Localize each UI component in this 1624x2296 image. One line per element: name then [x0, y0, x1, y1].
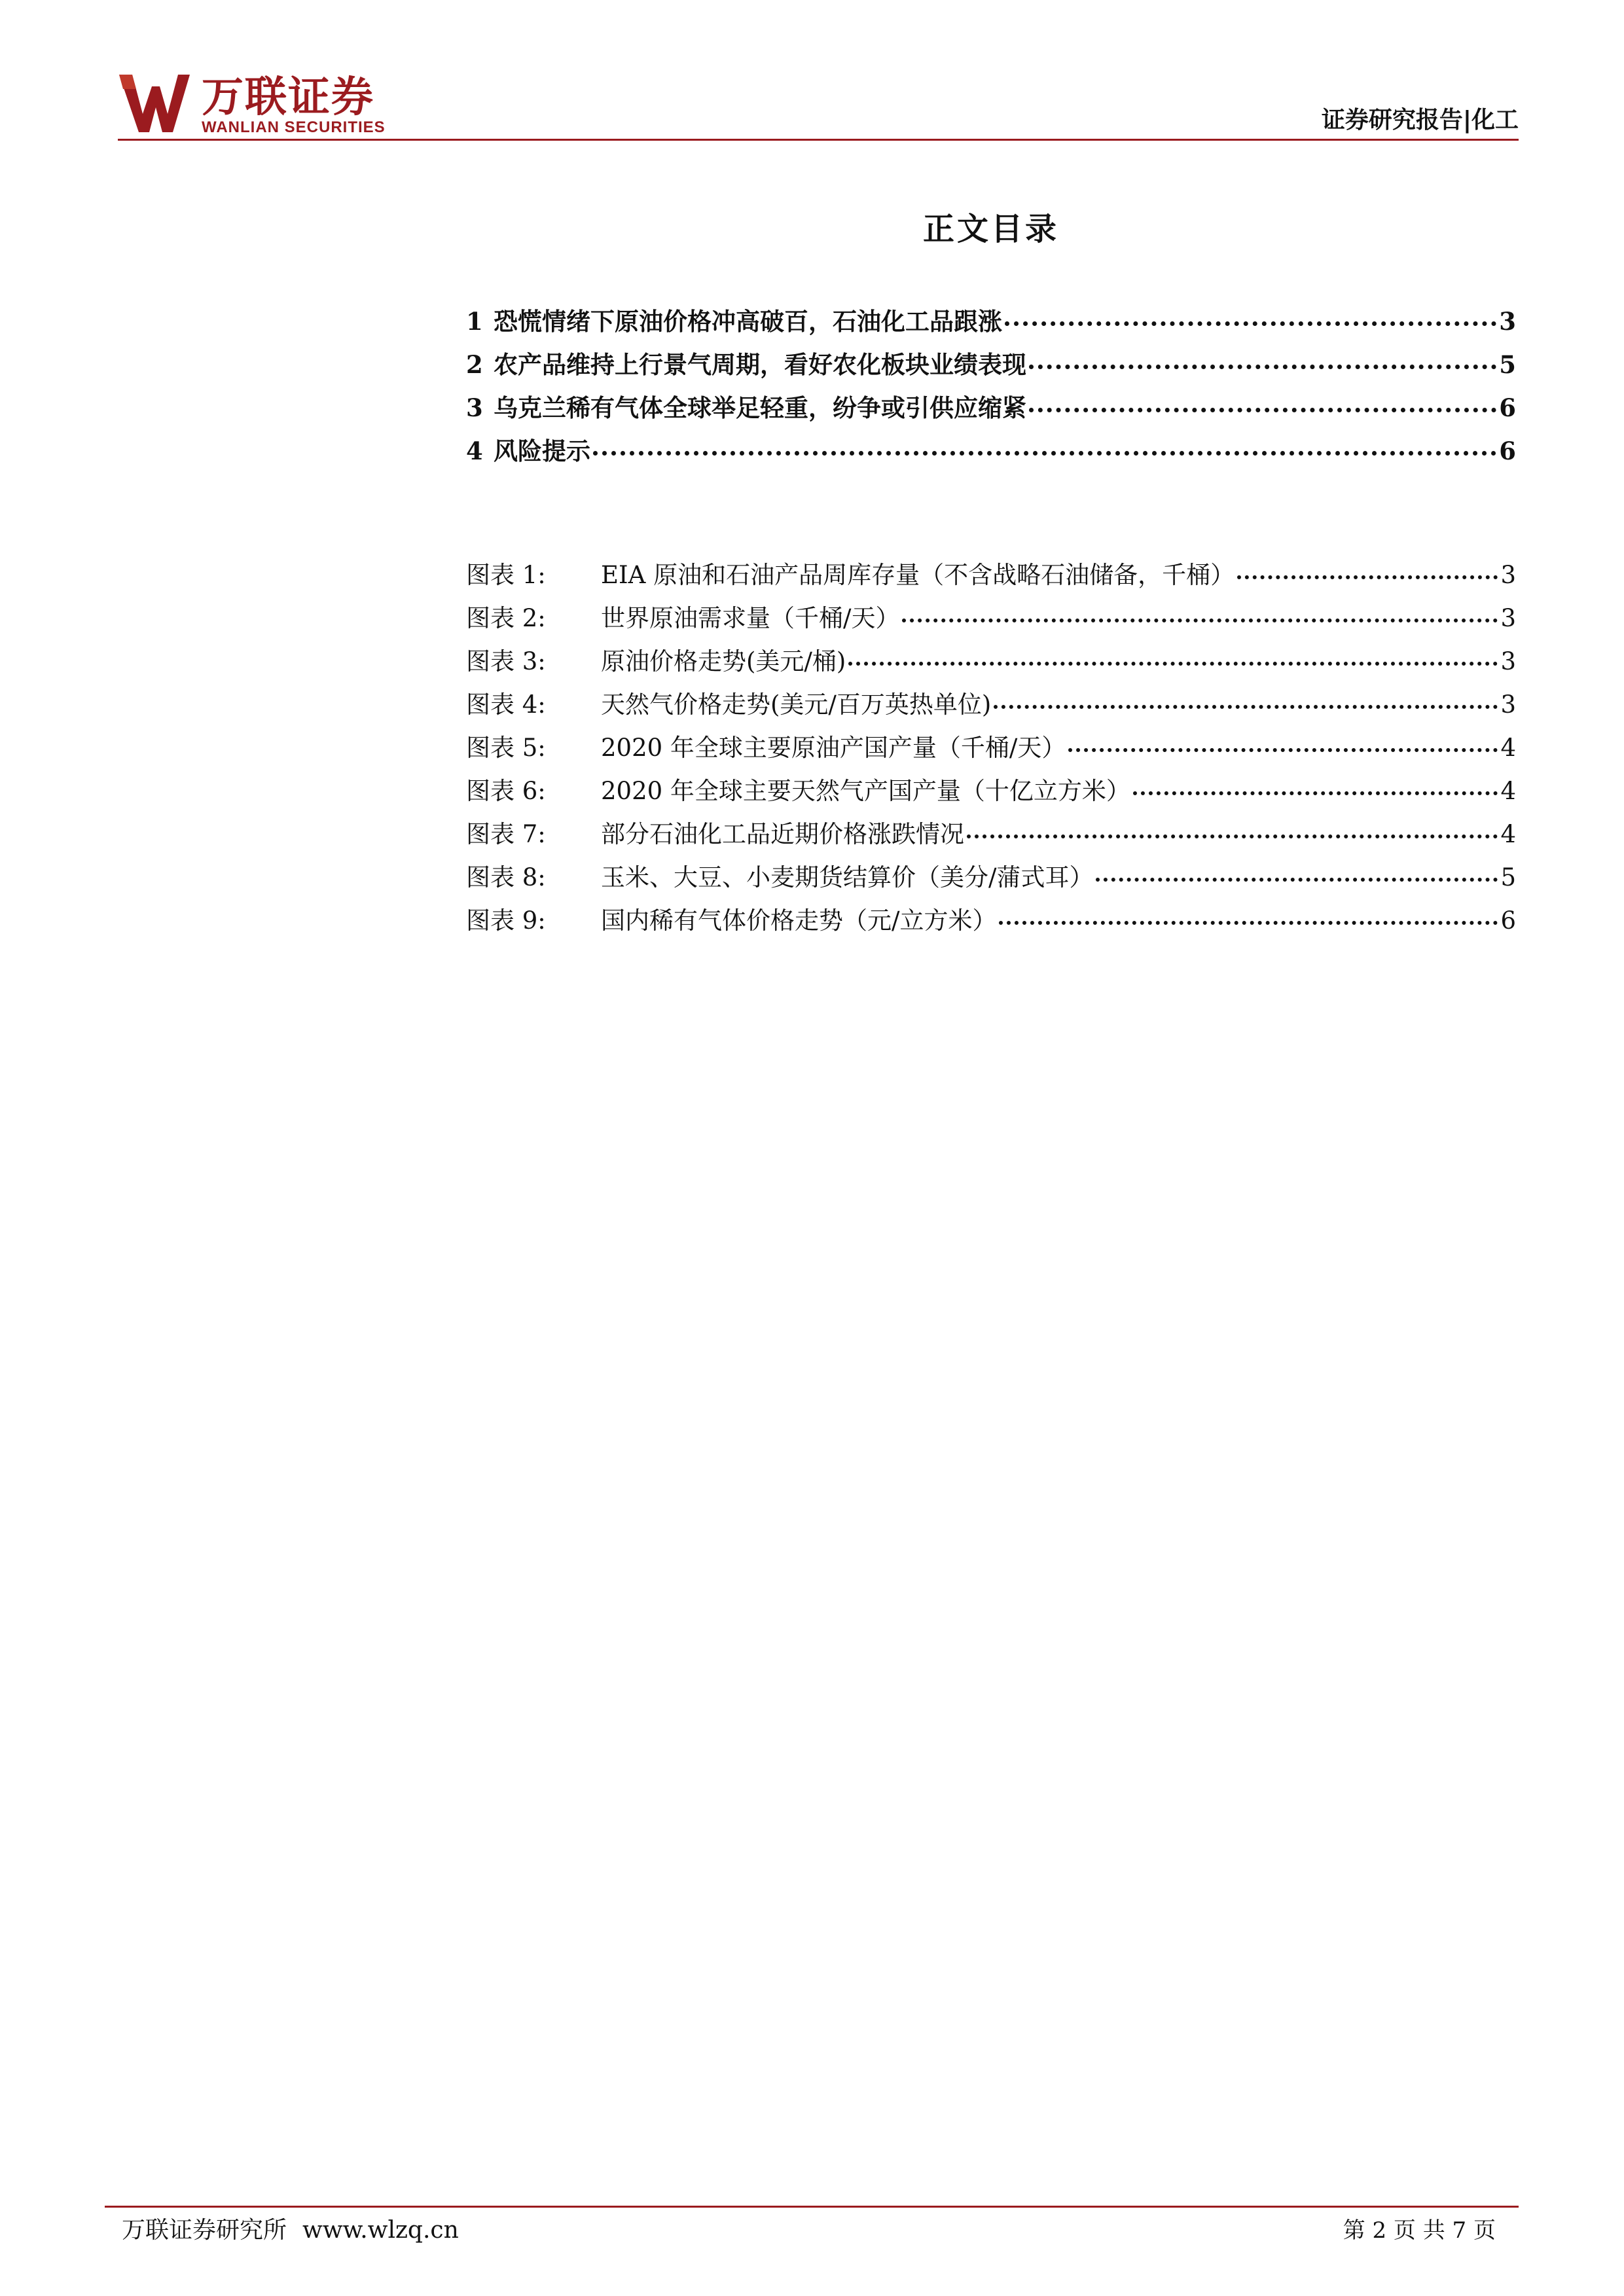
figure-list-entry[interactable] [466, 813, 1516, 856]
figure-page: 3 [1500, 647, 1516, 675]
dot-leader [848, 662, 1498, 666]
dot-leader [593, 451, 1496, 456]
figure-label: 图表 7: [466, 820, 546, 848]
figure-page: 6 [1500, 906, 1516, 935]
footer-divider [105, 2206, 1519, 2208]
figure-label: 图表 5: [466, 734, 546, 762]
toc-title: 正文目录 [922, 211, 1059, 247]
dot-leader [902, 619, 1498, 622]
section-toc [466, 300, 1516, 473]
figure-page: 3 [1500, 561, 1516, 589]
figure-page: 5 [1500, 863, 1516, 891]
dot-leader [1005, 321, 1496, 326]
figure-list [466, 554, 1516, 942]
report-type-label: 证券研究报告|化工 [1321, 107, 1519, 134]
figure-page: 3 [1500, 691, 1516, 719]
figure-page: 4 [1500, 777, 1516, 805]
figure-caption: 部分石油化工品近期价格涨跌情况 [601, 820, 964, 848]
website-link[interactable]: www.wlzq.cn [302, 2217, 459, 2244]
figure-label: 图表 3: [466, 647, 546, 675]
figure-caption: 天然气价格走势(美元/百万英热单位) [601, 691, 992, 719]
figure-list-entry[interactable] [466, 597, 1516, 640]
dot-leader [967, 834, 1498, 838]
dot-leader [1029, 365, 1496, 369]
logo-english-name: WANLIAN SECURITIES [202, 118, 386, 136]
dot-leader [999, 921, 1498, 925]
toc-entry[interactable] [466, 386, 1516, 429]
figure-list-entry[interactable] [466, 726, 1516, 770]
figure-list-entry[interactable] [466, 554, 1516, 597]
header-divider [118, 139, 1519, 141]
figure-label: 图表 6: [466, 777, 546, 805]
figure-list-entry[interactable] [466, 770, 1516, 813]
toc-entry-page: 6 [1499, 437, 1516, 465]
toc-entry[interactable] [466, 429, 1516, 473]
dot-leader [1029, 408, 1496, 412]
toc-entry-number: 3 [466, 393, 483, 422]
figure-list-entry[interactable] [466, 683, 1516, 726]
toc-entry-title: 乌克兰稀有气体全球举足轻重，纷争或引供应缩紧 [494, 393, 1026, 422]
toc-entry[interactable] [466, 300, 1516, 343]
figure-label: 图表 2: [466, 604, 546, 632]
figure-label: 图表 8: [466, 863, 546, 891]
footer-institute [122, 2212, 459, 2249]
figure-page: 4 [1500, 820, 1516, 848]
figure-caption: 国内稀有气体价格走势（元/立方米） [601, 906, 997, 935]
dot-leader [1237, 575, 1498, 579]
wanlian-logo [118, 72, 386, 136]
page-number: 第 2 页 共 7 页 [1343, 2217, 1496, 2244]
page-header [118, 72, 1519, 144]
figure-caption: 2020 年全球主要天然气产国产量（十亿立方米） [601, 777, 1130, 805]
dot-leader [1068, 748, 1498, 752]
toc-entry-title: 风险提示 [494, 437, 590, 465]
figure-list-entry[interactable] [466, 899, 1516, 942]
dot-leader [1096, 878, 1498, 882]
dot-leader [1133, 791, 1498, 795]
wanlian-w-logo-icon [118, 72, 191, 135]
toc-entry-title: 农产品维持上行景气周期，看好农化板块业绩表现 [494, 350, 1026, 379]
figure-label: 图表 1: [466, 561, 546, 589]
figure-page: 3 [1500, 604, 1516, 632]
figure-label: 图表 9: [466, 906, 546, 935]
toc-entry-number: 2 [466, 350, 483, 379]
dot-leader [994, 705, 1498, 709]
figure-caption: 世界原油需求量（千桶/天） [601, 604, 900, 632]
figure-caption: EIA 原油和石油产品周库存量（不含战略石油储备，千桶） [601, 561, 1235, 589]
figure-list-entry[interactable] [466, 640, 1516, 683]
toc-entry[interactable] [466, 343, 1516, 386]
figure-label: 图表 4: [466, 691, 546, 719]
figure-caption: 玉米、大豆、小麦期货结算价（美分/蒲式耳） [601, 863, 1094, 891]
logo-chinese-name: 万联证券 [202, 73, 374, 122]
toc-entry-number: 4 [466, 437, 483, 465]
toc-entry-page: 6 [1499, 393, 1516, 422]
figure-list-entry[interactable] [466, 856, 1516, 899]
toc-entry-title: 恐慌情绪下原油价格冲高破百，石油化工品跟涨 [494, 307, 1002, 336]
figure-caption: 2020 年全球主要原油产国产量（千桶/天） [601, 734, 1066, 762]
figure-caption: 原油价格走势(美元/桶) [601, 647, 846, 675]
toc-entry-number: 1 [466, 307, 483, 336]
figure-page: 4 [1500, 734, 1516, 762]
toc-entry-page: 3 [1499, 307, 1516, 336]
toc-entry-page: 5 [1499, 350, 1516, 379]
institute-name: 万联证券研究所 [122, 2217, 287, 2244]
